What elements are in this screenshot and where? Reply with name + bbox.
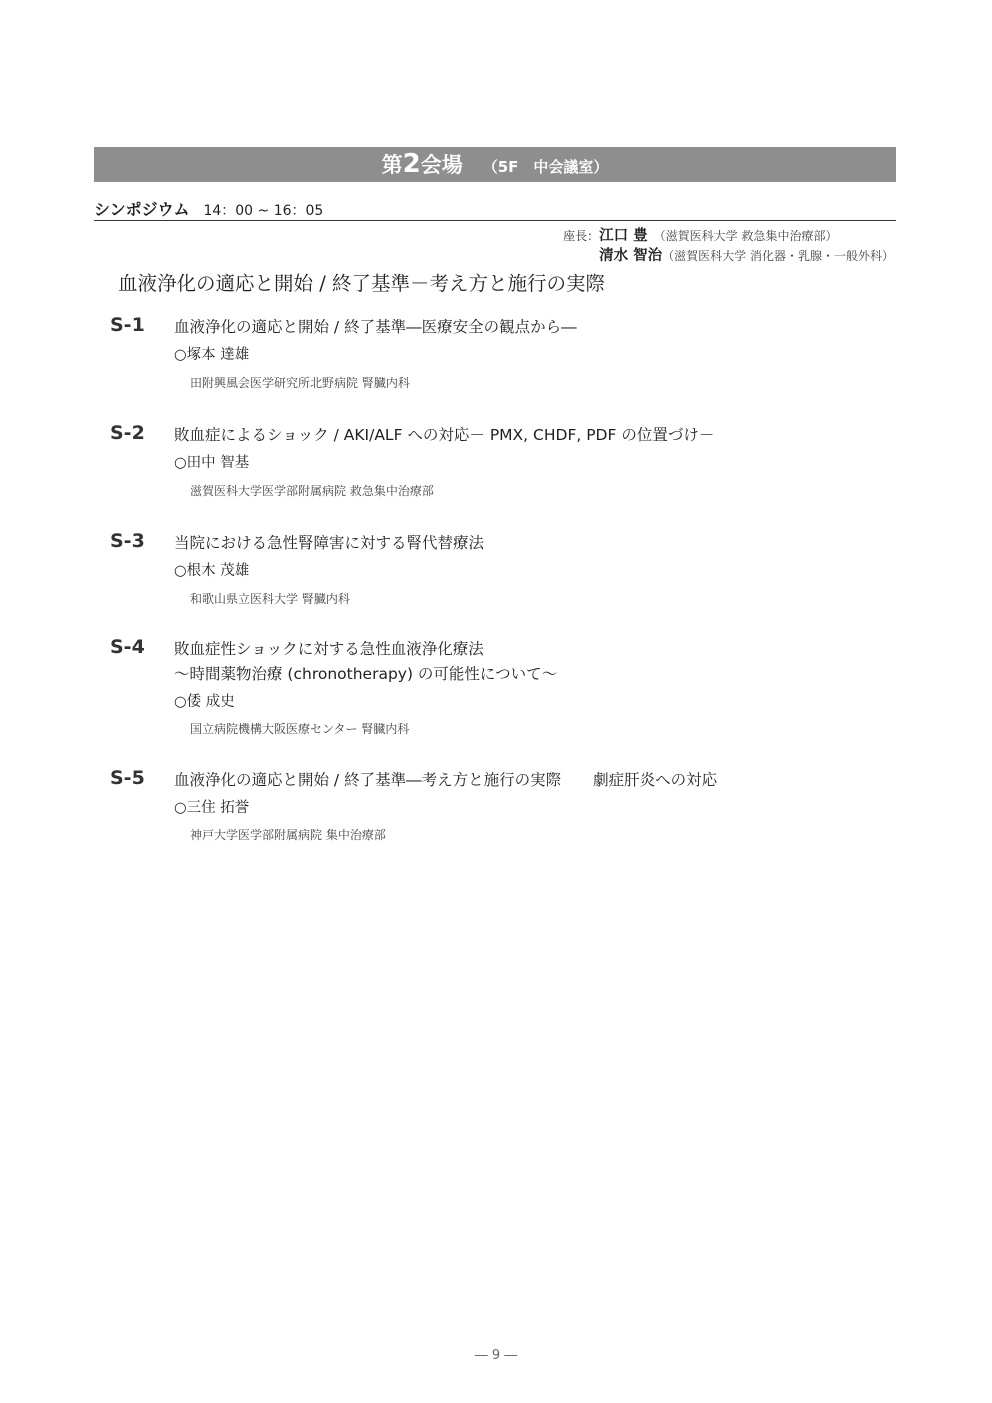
talk-speaker: ○三住 拓誉 <box>174 800 250 816</box>
session-type: シンポジウム <box>94 200 190 219</box>
talk-title: 血液浄化の適応と開始 / 終了基準―医療安全の観点から― <box>174 318 577 336</box>
talk-title: 敗血症性ショックに対する急性血液浄化療法 ～時間薬物治療 (chronotherapy) の可能性について～ <box>174 640 558 683</box>
talk-affiliation: 滋賀医科大学医学部附属病院 救急集中治療部 <box>190 484 434 498</box>
room-number: 2 <box>402 149 421 179</box>
room-banner <box>94 147 896 182</box>
talk-title-part2: 劇症肝炎への対応 <box>593 771 718 789</box>
session-time: 14：00 ~ 16：05 <box>203 203 324 219</box>
talk-speaker: ○倭 成史 <box>174 694 235 710</box>
talk-id: S-1 <box>110 314 145 336</box>
chair-affiliation: （滋賀医科大学 救急集中治療部） <box>653 229 838 243</box>
talk-speaker: ○田中 智基 <box>174 455 250 471</box>
chair-row-2 <box>563 246 894 266</box>
chairs-block <box>563 226 894 266</box>
talk-id: S-5 <box>110 767 145 789</box>
talk-affiliation: 和歌山県立医科大学 腎臓内科 <box>190 592 350 606</box>
talk-title: 当院における急性腎障害に対する腎代替療法 <box>174 534 485 552</box>
room-location: （5F 中会議室） <box>482 158 609 176</box>
session-header <box>94 197 896 221</box>
chair-name: 清水 智治 <box>599 248 663 264</box>
talk-title: 敗血症によるショック / AKI/ALF への対応－ PMX, CHDF, PDF の位置づけ－ <box>174 426 715 444</box>
talk-id: S-3 <box>110 530 145 552</box>
talk-id: S-4 <box>110 636 145 658</box>
chair-row-1 <box>563 226 894 246</box>
talk-affiliation: 神戸大学医学部附属病院 集中治療部 <box>190 828 386 842</box>
talk-title: 血液浄化の適応と開始 / 終了基準―考え方と施行の実際 劇症肝炎への対応 <box>174 771 718 789</box>
room-name: 第2会場 <box>381 149 463 179</box>
talk-affiliation: 国立病院機構大阪医療センター 腎臓内科 <box>190 722 410 736</box>
symposium-theme: 血液浄化の適応と開始 / 終了基準－考え方と施行の実際 <box>118 272 605 295</box>
page-number: ― 9 ― <box>474 1348 518 1363</box>
chair-name: 江口 豊 <box>599 228 648 244</box>
chair-affiliation: （滋賀医科大学 消化器・乳腺・一般外科） <box>662 249 894 263</box>
talk-speaker: ○塚本 達雄 <box>174 347 250 363</box>
talk-title-line2: ～時間薬物治療 (chronotherapy) の可能性について～ <box>174 665 558 683</box>
talk-affiliation: 田附興風会医学研究所北野病院 腎臓内科 <box>190 376 410 390</box>
chair-label: 座長： <box>563 229 600 243</box>
talk-speaker: ○根木 茂雄 <box>174 563 250 579</box>
talk-id: S-2 <box>110 422 145 444</box>
